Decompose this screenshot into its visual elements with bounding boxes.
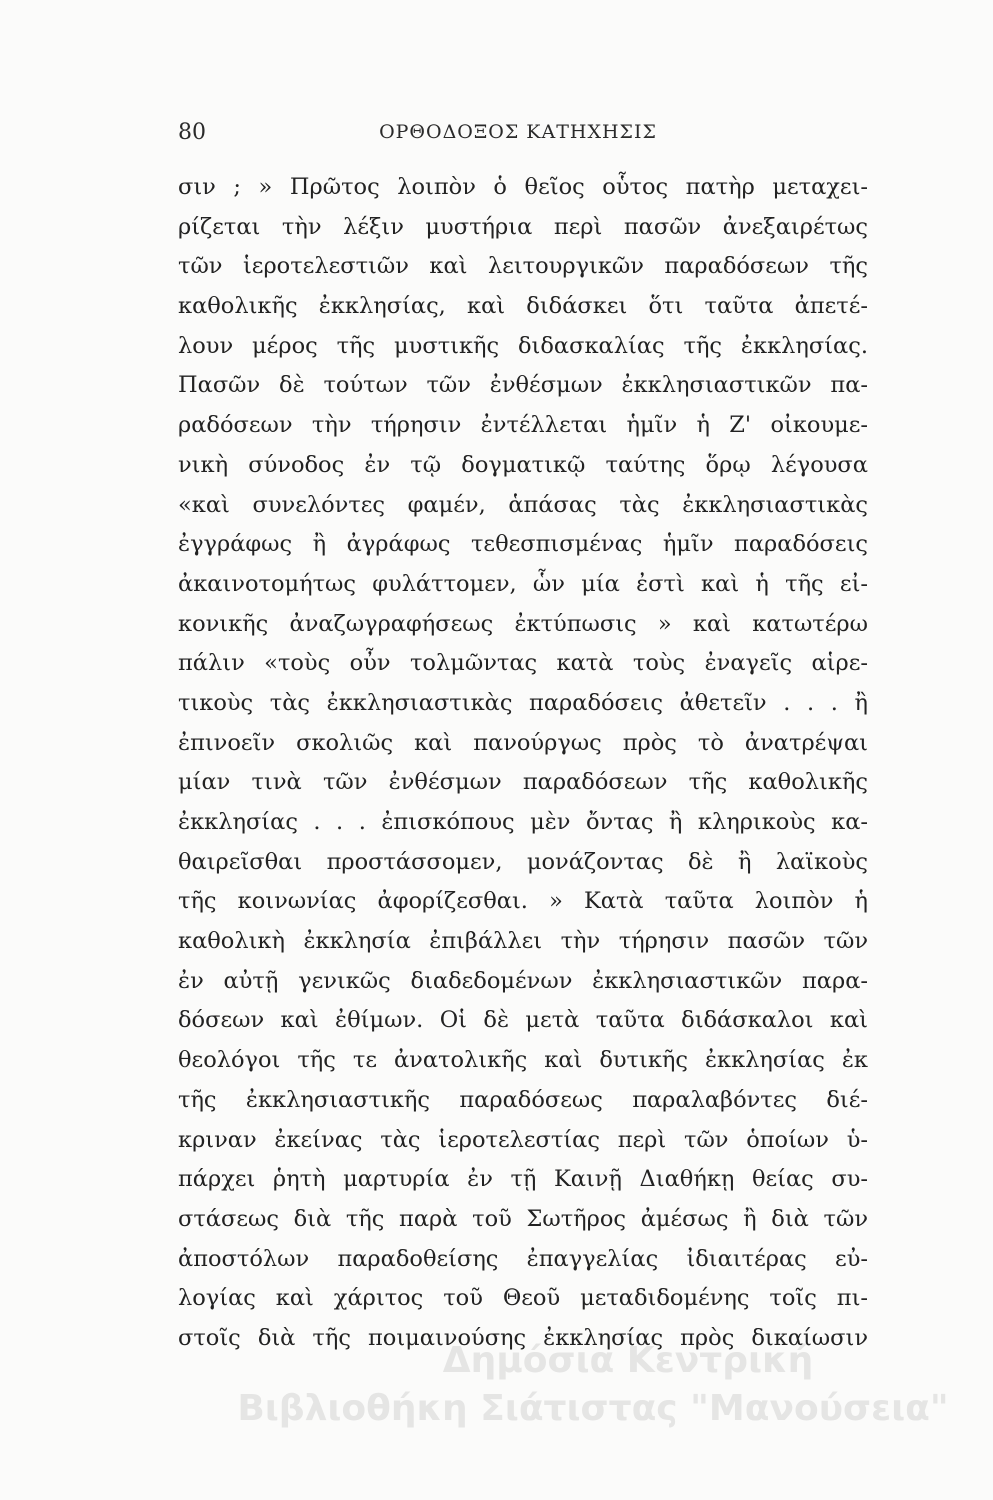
text-line: κριναν ἐκείνας τὰς ἱεροτελεστίας περὶ τῶν ὁποίων ὑ- xyxy=(178,1126,868,1153)
text-line: θαιρεῖσθαι προστάσσομεν, μονάζοντας δὲ ἢ λαϊκοὺς xyxy=(178,848,868,875)
text-line: τικοὺς τὰς ἐκκλησιαστικὰς παραδόσεις ἀθετεῖν . . . ἢ xyxy=(178,689,868,716)
text-line: στοῖς διὰ τῆς ποιμαινούσης ἐκκλησίας πρὸς δικαίωσιν xyxy=(178,1324,868,1351)
text-line: καθολικὴ ἐκκλησία ἐπιβάλλει τὴν τήρησιν πασῶν τῶν xyxy=(178,928,868,955)
page-header xyxy=(178,120,858,150)
text-line: δόσεων καὶ ἐθίμων. Οἱ δὲ μετὰ ταῦτα διδάσκαλοι καὶ xyxy=(178,1007,868,1034)
body-text xyxy=(178,168,868,1359)
text-line: ραδόσεων τὴν τήρησιν ἐντέλλεται ἡμῖν ἡ Ζ' οἰκουμε- xyxy=(178,412,868,439)
watermark-line-1: Δημόσια Κεντρική xyxy=(442,1340,814,1381)
text-line: τῆς κοινωνίας ἀφορίζεσθαι. » Κατὰ ταῦτα λοιπὸν ἡ xyxy=(178,888,868,915)
text-line: τῶν ἱεροτελεστιῶν καὶ λειτουργικῶν παραδόσεων τῆς xyxy=(178,253,868,280)
text-line: στάσεως διὰ τῆς παρὰ τοῦ Σωτῆρος ἀμέσως ἢ διὰ τῶν xyxy=(178,1205,868,1232)
text-line: ἐγγράφως ἢ ἀγράφως τεθεσπισμένας ἡμῖν παραδόσεις xyxy=(178,531,868,558)
text-line: «καὶ συνελόντες φαμέν, ἁπάσας τὰς ἐκκλησιαστικὰς xyxy=(178,491,868,518)
text-line: μίαν τινὰ τῶν ἐνθέσμων παραδόσεων τῆς καθολικῆς xyxy=(178,769,868,796)
text-line: καθολικῆς ἐκκλησίας, καὶ διδάσκει ὅτι ταῦτα ἀπετέ- xyxy=(178,293,868,320)
library-watermark xyxy=(222,1338,964,1434)
text-line: Πασῶν δὲ τούτων τῶν ἐνθέσμων ἐκκλησιαστικῶν πα- xyxy=(178,372,868,399)
text-line: ἐν αὐτῇ γενικῶς διαδεδομένων ἐκκλησιαστικῶν παρα- xyxy=(178,967,868,994)
text-line: τῆς ἐκκλησιαστικῆς παραδόσεως παραλαβόντες διέ- xyxy=(178,1086,868,1113)
page-number: 80 xyxy=(178,120,206,145)
text-line: ἀκαινοτομήτως φυλάττομεν, ὧν μία ἐστὶ καὶ ἡ τῆς εἰ- xyxy=(178,570,868,597)
text-line: λογίας καὶ χάριτος τοῦ Θεοῦ μεταδιδομένης τοῖς πι- xyxy=(178,1285,868,1312)
running-title: ΟΡΘΟΔΟΞΟΣ ΚΑΤΗΧΗΣΙΣ xyxy=(379,121,657,143)
text-line: νικὴ σύνοδος ἐν τῷ δογματικῷ ταύτης ὅρῳ λέγουσα xyxy=(178,451,868,478)
text-line: σιν ; » Πρῶτος λοιπὸν ὁ θεῖος οὗτος πατὴρ μεταχει- xyxy=(178,174,868,200)
text-line: πάλιν «τοὺς οὖν τολμῶντας κατὰ τοὺς ἐναγεῖς αἱρε- xyxy=(178,650,868,677)
text-line: ἐκκλησίας . . . ἐπισκόπους μὲν ὄντας ἢ κληρικοὺς κα- xyxy=(178,809,868,835)
watermark-line-2: Βιβλιοθήκη Σιάτιστας "Μανούσεια" xyxy=(237,1388,949,1429)
text-line: ρίζεται τὴν λέξιν μυστήρια περὶ πασῶν ἀνεξαιρέτως xyxy=(178,213,868,240)
text-line: ἐπινοεῖν σκολιῶς καὶ πανούργως πρὸς τὸ ἀνατρέψαι xyxy=(178,729,868,756)
text-line: πάρχει ῥητὴ μαρτυρία ἐν τῇ Καινῇ Διαθήκῃ θείας συ- xyxy=(178,1166,868,1193)
text-line: λουν μέρος τῆς μυστικῆς διδασκαλίας τῆς ἐκκλησίας. xyxy=(178,332,868,359)
text-line: κονικῆς ἀναζωγραφήσεως ἐκτύπωσις » καὶ κατωτέρω xyxy=(178,610,868,637)
text-line: ἀποστόλων παραδοθείσης ἐπαγγελίας ἰδιαιτέρας εὐ- xyxy=(178,1245,868,1272)
text-line: θεολόγοι τῆς τε ἀνατολικῆς καὶ δυτικῆς ἐκκλησίας ἐκ xyxy=(178,1047,868,1074)
